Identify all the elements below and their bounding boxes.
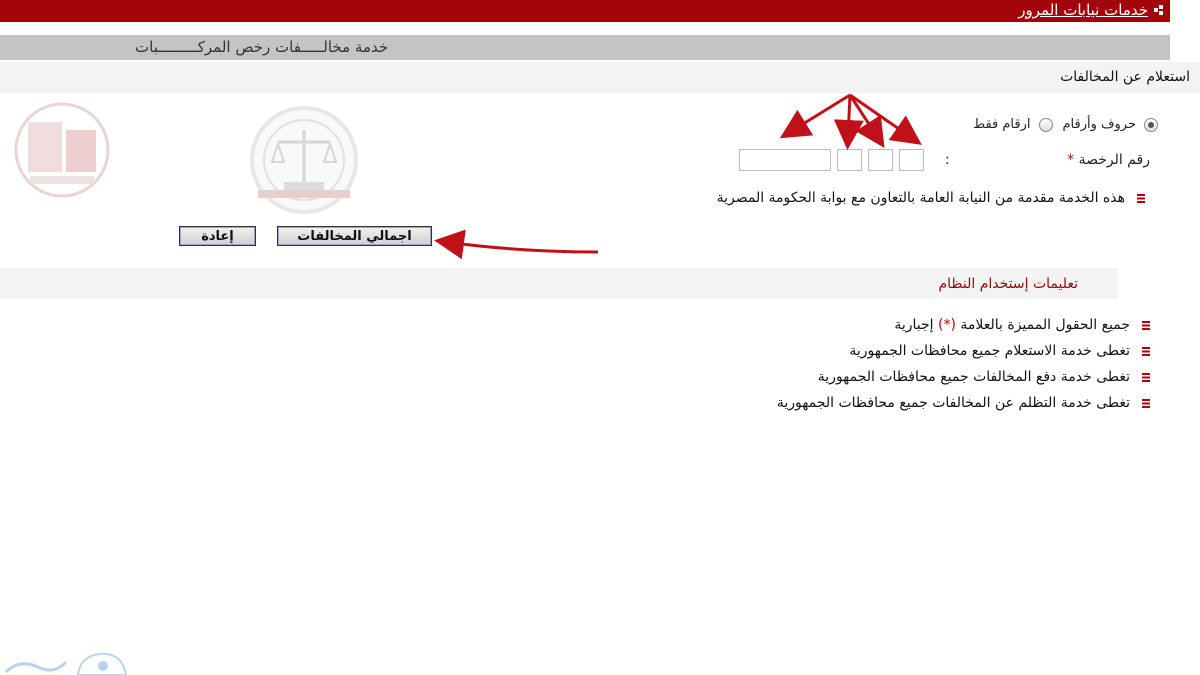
arrow-to-input-4 bbox=[790, 95, 850, 132]
instruction-3-text: تغطى خدمة دفع المخالفات جميع محافظات الجمهورية bbox=[817, 369, 1130, 385]
total-violations-button[interactable]: اجمالي المخالفات bbox=[277, 226, 432, 246]
inquiry-heading: استعلام عن المخالفات bbox=[1060, 69, 1190, 85]
service-title: خدمة مخالـــــفات رخص المركـــــــــبات bbox=[135, 38, 389, 56]
arrow-to-input-3 bbox=[848, 95, 850, 138]
radio-letters-numbers-label: حروف وأرقام bbox=[1062, 117, 1136, 132]
arrow-to-input-1 bbox=[850, 95, 912, 138]
service-notice-text: هذه الخدمة مقدمة من النيابة العامة بالتعاون مع بوابة الحكومة المصرية bbox=[716, 190, 1125, 206]
instruction-1-mark: (*) bbox=[937, 317, 956, 333]
instructions-heading: تعليمات إستخدام النظام bbox=[938, 276, 1078, 292]
header-title-link[interactable]: خدمات نيابات المرور bbox=[1018, 1, 1148, 19]
instruction-1-prefix: جميع الحقول المميزة بالعلامة bbox=[955, 317, 1130, 333]
radio-numbers-only-label: ارقام فقط bbox=[973, 117, 1031, 132]
arrow-to-input-2 bbox=[850, 95, 878, 138]
license-separator: : bbox=[945, 152, 950, 168]
instruction-2-text: تغطى خدمة الاستعلام جميع محافظات الجمهورية bbox=[849, 343, 1130, 359]
instruction-4-text: تغطى خدمة التظلم عن المخالفات جميع محافظات الجمهورية bbox=[776, 395, 1130, 411]
reset-button[interactable]: إعادة bbox=[179, 226, 256, 246]
instruction-1-suffix: إجبارية bbox=[894, 317, 938, 333]
arrow-to-total-button bbox=[446, 242, 598, 252]
license-label-text: رقم الرخصة bbox=[1078, 152, 1150, 168]
required-mark: * bbox=[1067, 152, 1075, 168]
corner-logo-watermark bbox=[0, 648, 130, 675]
